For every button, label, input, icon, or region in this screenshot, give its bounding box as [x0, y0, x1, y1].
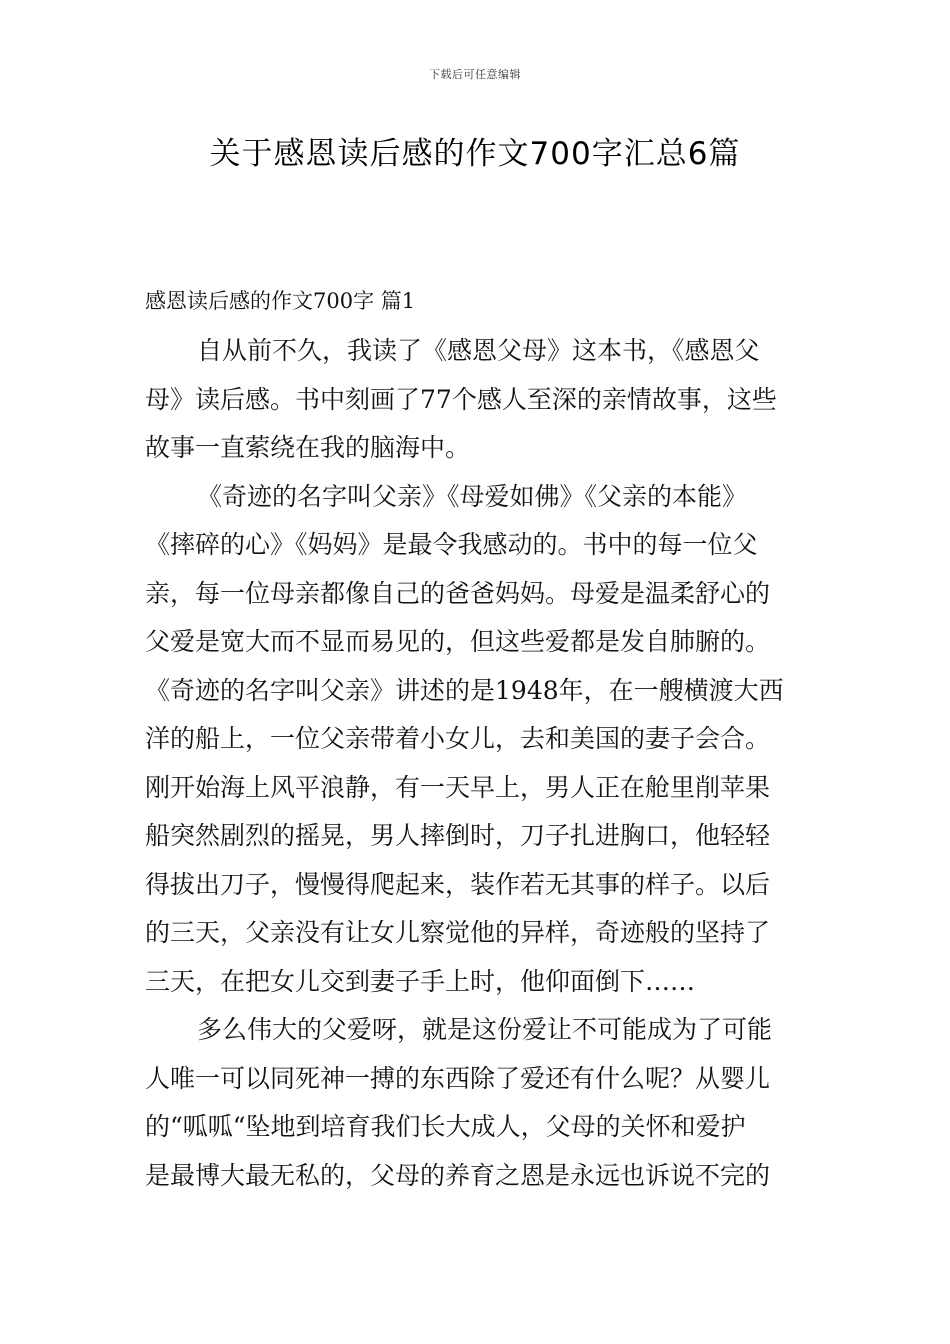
text-line: 父爱是宽大而不显而易见的，但这些爱都是发自肺腑的。: [145, 627, 771, 656]
text-line: 《奇迹的名字叫父亲》讲述的是1948年，在一艘横渡大西: [145, 675, 784, 705]
text-line: 自从前不久，我读了《感恩父母》这本书，《感恩父: [197, 336, 760, 365]
text-line: 的三天，父亲没有让女儿察觉他的异样，奇迹般的坚持了: [145, 918, 771, 947]
text-line: 是最博大最无私的，父母的养育之恩是永远也诉说不完的: [145, 1160, 771, 1190]
text-line: 人唯一可以同死神一搏的东西除了爱还有什么呢？从婴儿: [145, 1063, 771, 1093]
text-line: 《奇迹的名字叫父亲》《母爱如佛》《父亲的本能》: [197, 481, 748, 511]
text-line: 故事一直萦绕在我的脑海中。: [145, 433, 471, 462]
text-line: 多么伟大的父爱呀，就是这份爱让不可能成为了可能: [197, 1015, 773, 1044]
section-heading: 感恩读后感的作文700字 篇1: [145, 289, 416, 313]
text-line: 三天，在把女儿交到妻子手上时，他仰面倒下……: [145, 966, 696, 996]
body-text: [145, 327, 809, 1200]
header-note: 下载后可任意编辑: [429, 68, 521, 81]
text-line: 船突然剧烈的摇晃，男人摔倒时，刀子扎进胸口，他轻轻: [145, 821, 771, 850]
text-line: 的“呱呱“坠地到培育我们长大成人，父母的关怀和爱护: [145, 1112, 746, 1141]
text-line: 《摔碎的心》《妈妈》是最令我感动的。书中的每一位父: [145, 530, 758, 559]
text-line: 刚开始海上风平浪静，有一天早上，男人正在舱里削苹果: [145, 772, 771, 802]
text-line: 洋的船上，一位父亲带着小女儿，去和美国的妻子会合。: [145, 724, 771, 753]
text-line: 得拔出刀子，慢慢得爬起来，装作若无其事的样子。以后: [145, 869, 771, 899]
document-title: 关于感恩读后感的作文700字汇总6篇: [209, 136, 741, 172]
text-line: 母》读后感。书中刻画了77个感人至深的亲情故事，这些: [145, 384, 777, 414]
text-line: 亲，每一位母亲都像自己的爸爸妈妈。母爱是温柔舒心的: [145, 578, 771, 608]
